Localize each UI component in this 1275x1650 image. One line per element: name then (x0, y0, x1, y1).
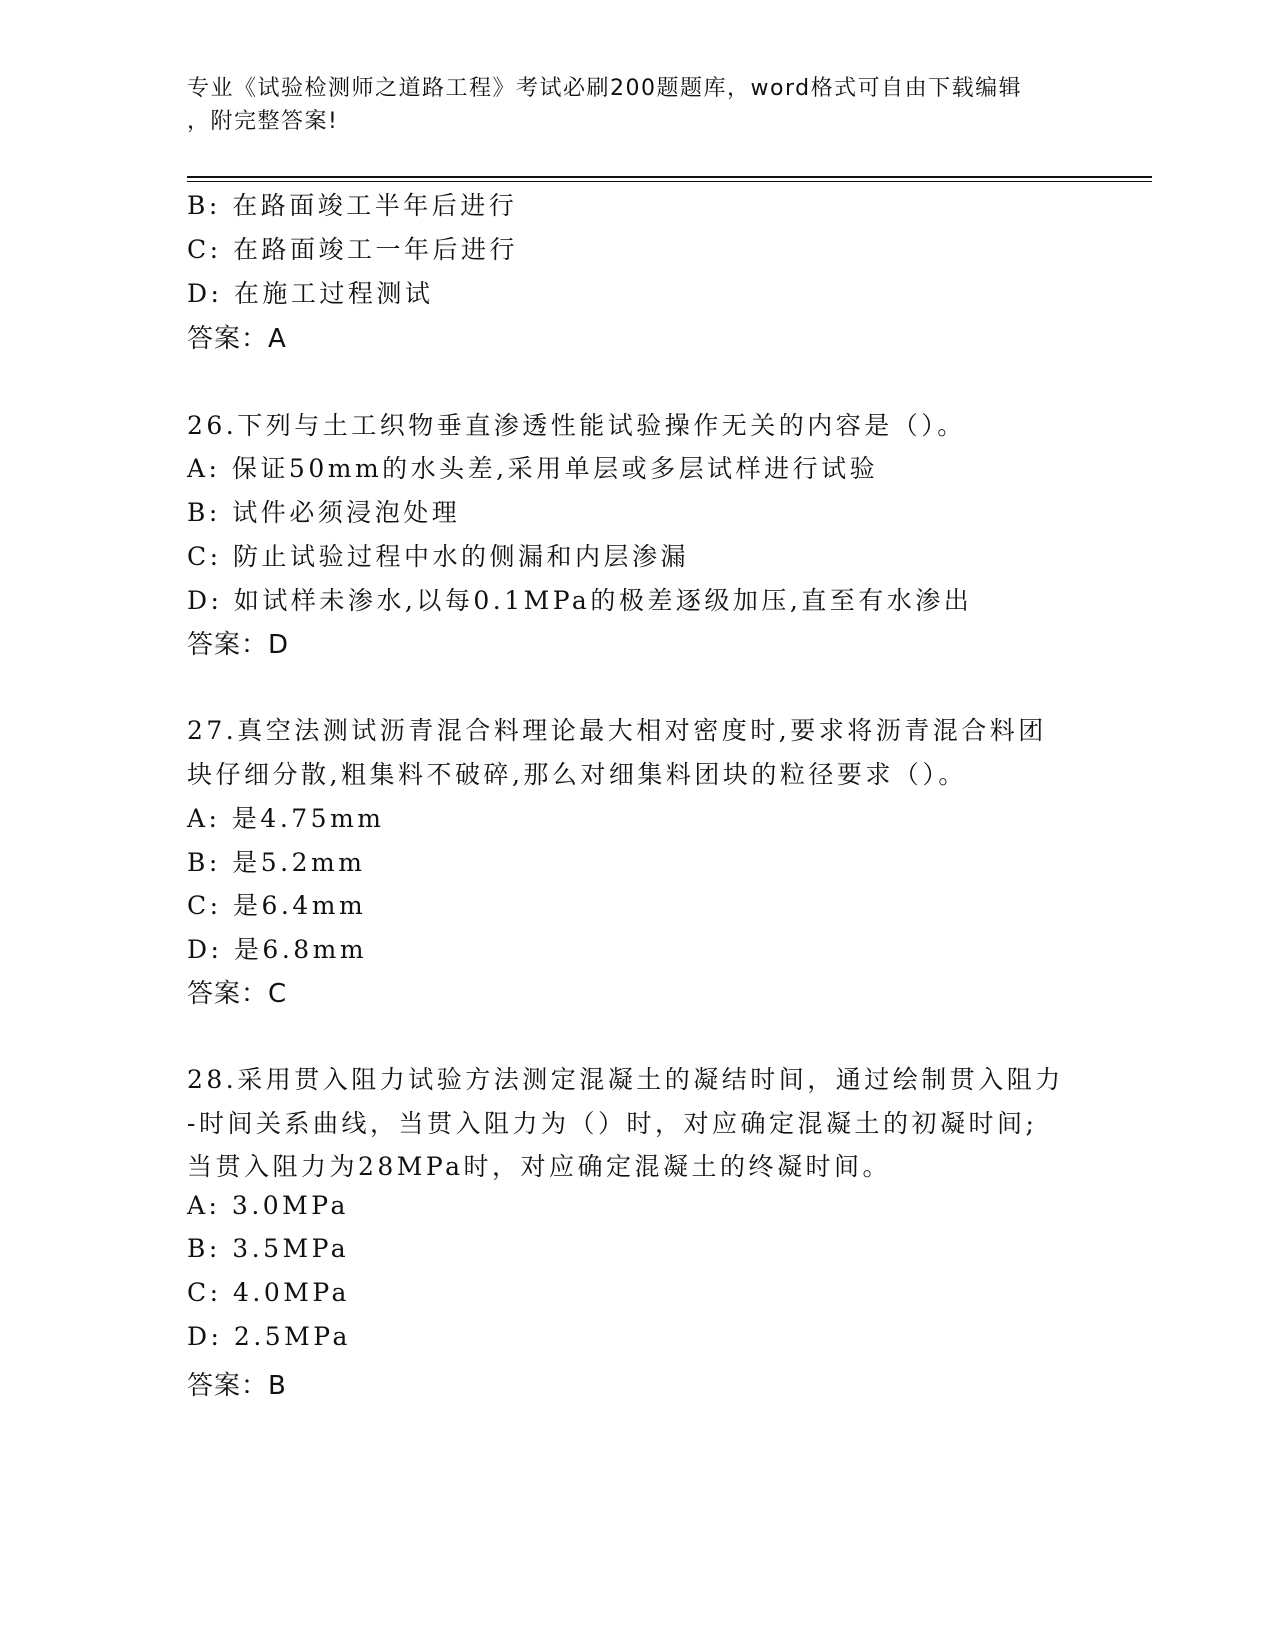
q26-option-d: D: 如试样未渗水,以每0.1MPa的极差逐级加压,直至有水渗出 (187, 586, 973, 615)
q25-answer: 答案：A (187, 324, 287, 354)
document-header (187, 72, 1067, 138)
q28-option-c: C: 4.0MPa (187, 1278, 350, 1307)
q27-stem-line-2: 块仔细分散,粗集料不破碎,那么对细集料团块的粒径要求（）。 (187, 760, 967, 789)
q28-stem-line-3: 当贯入阻力为28MPa时，对应确定混凝土的终凝时间。 (187, 1152, 892, 1181)
q27-option-b: B: 是5.2mm (187, 848, 366, 877)
q28-option-b: B: 3.5MPa (187, 1234, 350, 1263)
header-divider-thin (187, 181, 1152, 182)
q27-stem-line-1: 27.真空法测试沥青混合料理论最大相对密度时,要求将沥青混合料团 (187, 716, 1047, 745)
q28-option-d: D: 2.5MPa (187, 1322, 351, 1351)
q27-option-d: D: 是6.8mm (187, 935, 368, 964)
q25-option-c: C: 在路面竣工一年后进行 (187, 235, 518, 264)
header-divider-thick (187, 176, 1152, 178)
q26-stem: 26.下列与土工织物垂直渗透性能试验操作无关的内容是（）。 (187, 411, 966, 440)
q28-stem-line-2: -时间关系曲线，当贯入阻力为（）时，对应确定混凝土的初凝时间; (187, 1109, 1038, 1138)
q27-answer: 答案：C (187, 979, 288, 1009)
q26-answer: 答案：D (187, 630, 290, 660)
q28-answer: 答案：B (187, 1371, 287, 1401)
header-title-line-1: 专业《试验检测师之道路工程》考试必刷200题题库，word格式可自由下载编辑 (187, 76, 1023, 101)
q26-option-a: A: 保证50mm的水头差,采用单层或多层试样进行试验 (187, 454, 879, 483)
q28-option-a: A: 3.0MPa (187, 1191, 349, 1220)
q26-option-b: B: 试件必须浸泡处理 (187, 498, 461, 527)
header-title-line-2: ，附完整答案! (187, 109, 339, 134)
q25-option-b: B: 在路面竣工半年后进行 (187, 191, 518, 220)
q27-option-c: C: 是6.4mm (187, 891, 367, 920)
q26-option-c: C: 防止试验过程中水的侧漏和内层渗漏 (187, 542, 689, 571)
q28-stem-line-1: 28.采用贯入阻力试验方法测定混凝土的凝结时间，通过绘制贯入阻力 (187, 1065, 1064, 1094)
q25-option-d: D: 在施工过程测试 (187, 279, 434, 308)
q27-option-a: A: 是4.75mm (187, 804, 385, 833)
